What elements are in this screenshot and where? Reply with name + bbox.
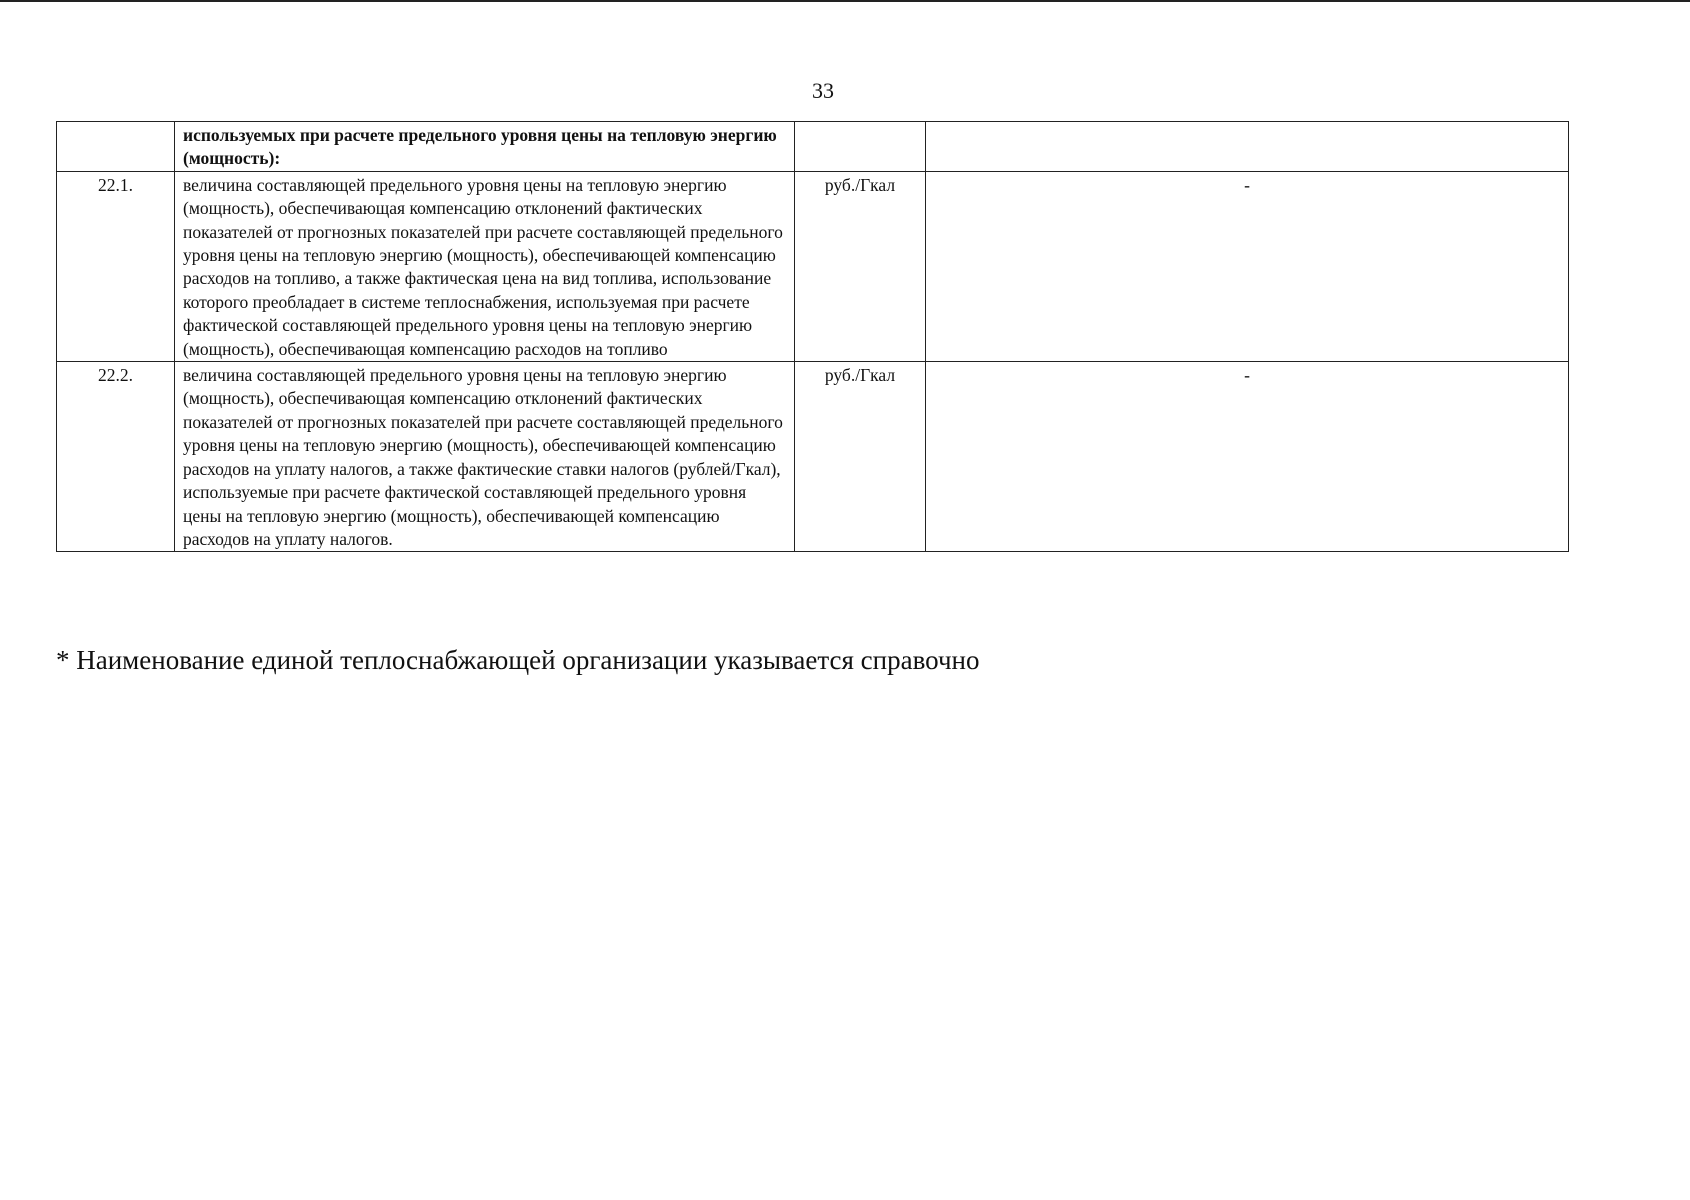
row-description: величина составляющей предельного уровня цены на тепловую энергию (мощность), обеспечивающая компенсацию отклонений фактических показателей от прогнозных показателей при расчете составляющей предельного уровня цены на тепловую энергию (мощность), обеспечивающей компенсацию расходов на топливо, а также фактическая цена на вид топлива, использование которого преобладает в системе теплоснабжения, используемая при расчете фактической составляющей предельного уровня цены на тепловую энергию (мощность), обеспечивающая компенсацию расходов на топливо (175, 171, 795, 361)
continuation-header: используемых при расчете предельного уровня цены на тепловую энергию (мощность): (175, 122, 795, 172)
table-row-continuation (57, 122, 1569, 172)
cell-num-empty (57, 122, 175, 172)
table-row (57, 171, 1569, 361)
row-value: - (926, 171, 1569, 361)
footnote: * Наименование единой теплоснабжающей организации указывается справочно (56, 645, 980, 675)
top-scan-rule (0, 0, 1690, 2)
row-number: 22.2. (57, 362, 175, 552)
table-row (57, 362, 1569, 552)
row-unit: руб./Гкал (795, 362, 926, 552)
row-value: - (926, 362, 1569, 552)
indicators-table (56, 121, 1569, 552)
cell-value-empty (926, 122, 1569, 172)
row-number: 22.1. (57, 171, 175, 361)
cell-unit-empty (795, 122, 926, 172)
page-number: 33 (812, 78, 834, 103)
row-unit: руб./Гкал (795, 171, 926, 361)
row-description: величина составляющей предельного уровня цены на тепловую энергию (мощность), обеспечивающая компенсацию отклонений фактических показателей от прогнозных показателей при расчете составляющей предельного уровня цены на тепловую энергию (мощность), обеспечивающей компенсацию расходов на уплату налогов, а также фактические ставки налогов (рублей/Гкал), используемые при расчете фактической составляющей предельного уровня цены на тепловую энергию (мощность), обеспечивающей компенсацию расходов на уплату налогов. (175, 362, 795, 552)
